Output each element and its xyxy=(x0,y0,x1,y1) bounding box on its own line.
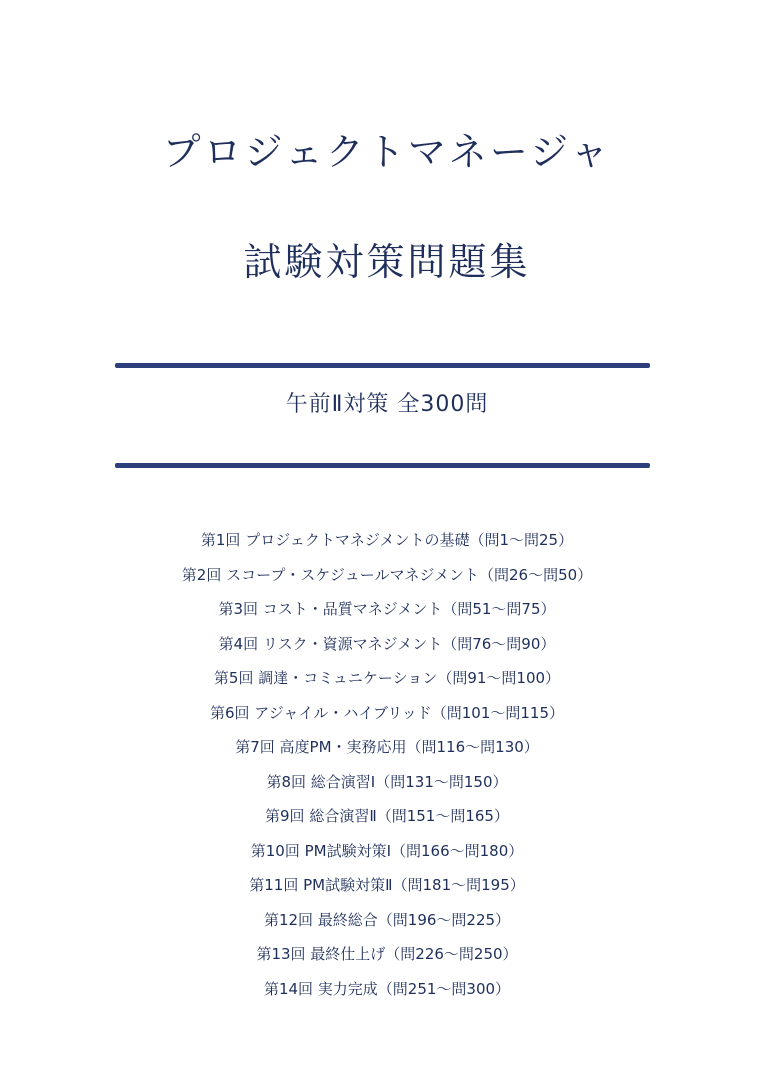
title-line-2: 試験対策問題集 xyxy=(243,240,531,284)
toc-item-11: 第11回 PM試験対策Ⅱ（問181〜問195） xyxy=(249,876,525,894)
toc-item-1: 第1回 プロジェクトマネジメントの基礎（問1〜問25） xyxy=(200,531,574,549)
toc-item-13: 第13回 最終仕上げ（問226〜問250） xyxy=(256,945,518,963)
divider-top xyxy=(115,363,650,368)
toc-item-9: 第9回 総合演習Ⅱ（問151〜問165） xyxy=(265,807,509,825)
toc-item-7: 第7回 高度PM・実務応用（問116〜問130） xyxy=(235,738,539,756)
toc-item-10: 第10回 PM試験対策Ⅰ（問166〜問180） xyxy=(250,841,524,860)
toc-item-3: 第3回 コスト・品質マネジメント（問51〜問75） xyxy=(218,600,556,618)
toc-item-8: 第8回 総合演習Ⅰ（問131〜問150） xyxy=(266,772,508,791)
toc-item-4: 第4回 リスク・資源マネジメント（問76〜問90） xyxy=(218,634,556,653)
toc-item-12: 第12回 最終総合（問196〜問225） xyxy=(263,910,511,929)
toc-item-5: 第5回 調達・コミュニケーション（問91〜問100） xyxy=(213,669,561,687)
divider-bottom xyxy=(115,463,650,468)
toc-item-2: 第2回 スコープ・スケジュールマネジメント（問26〜問50） xyxy=(181,565,593,584)
subtitle: 午前Ⅱ対策 全300問 xyxy=(285,392,489,417)
toc-item-14: 第14回 実力完成（問251〜問300） xyxy=(263,979,511,998)
toc-item-6: 第6回 アジャイル・ハイブリッド（問101〜問115） xyxy=(209,703,565,722)
table-of-contents xyxy=(0,523,774,1006)
title-line-1: プロジェクトマネージャ xyxy=(162,130,612,174)
